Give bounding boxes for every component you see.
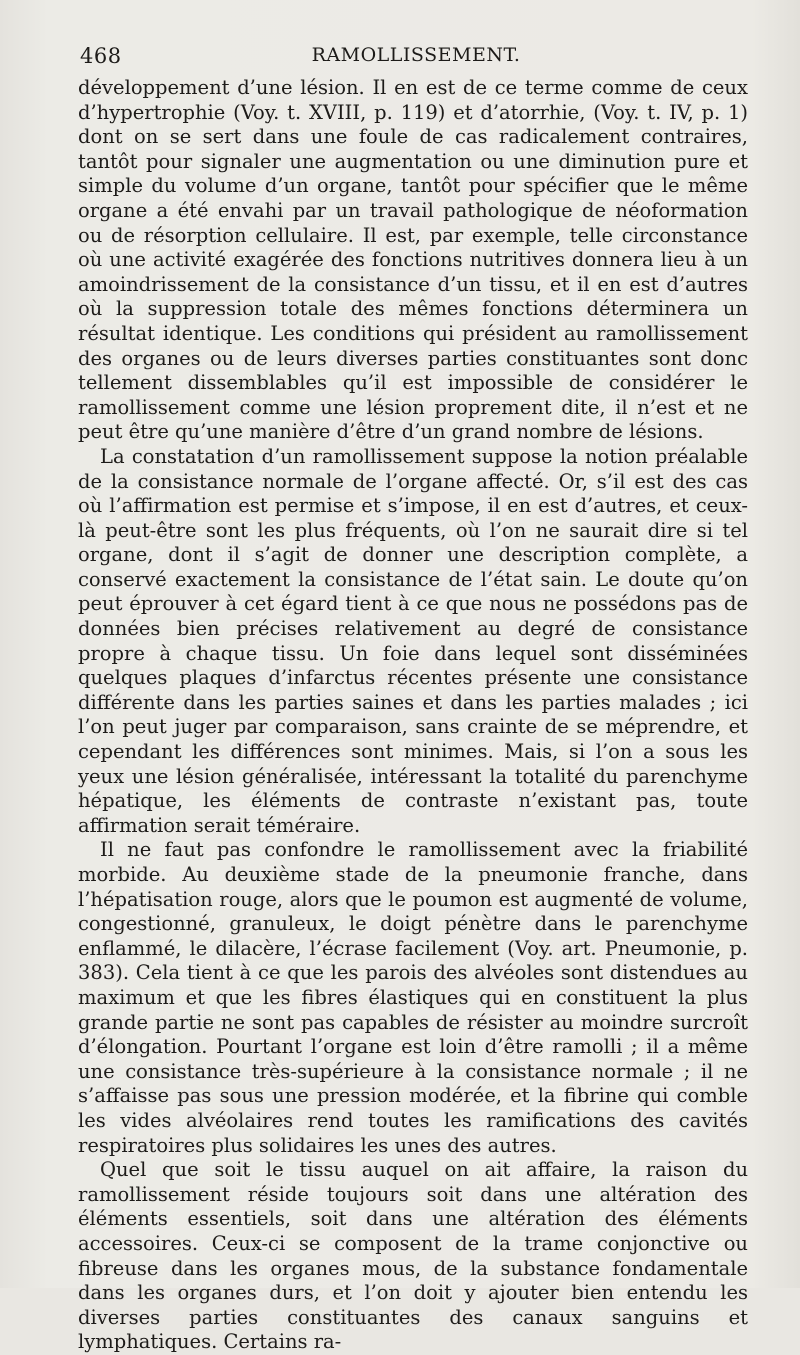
- paragraph-4: Quel que soit le tissu auquel on ait affaire, la raison du ramollissement réside toujours soit dans une altération des éléments essentiels, soit dans une altération des éléments accessoires. Ceux-ci se composent de la trame conjonctive ou fibreuse dans les organes mous, de la substance fondamentale dans les organes durs, et l’on doit y ajouter bien entendu les diverses parties constituantes des canaux sanguins et lymphatiques. Certains ra-: [78, 1158, 748, 1354]
- body-text: [78, 76, 748, 1355]
- paragraph-3: Il ne faut pas confondre le ramollissement avec la friabilité morbide. Au deuxième stade de la pneumonie franche, dans l’hépatisation rouge, alors que le poumon est augmenté de volume, congestionné, granuleux, le doigt pénètre dans le parenchyme enflammé, le dilacère, l’écrase facilement (Voy. art. Pneumonie, p. 383). Cela tient à ce que les parois des alvéoles sont distendues au maximum et que les fibres élastiques qui en constituent la plus grande partie ne sont pas capables de résister au moindre surcroît d’élongation. Pourtant l’organe est loin d’être ramolli ; il a même une consistance très-supérieure à la consistance normale ; il ne s’affaisse pas sous une pression modérée, et la fibrine qui comble les vides alvéolaires rend toutes les ramifications des cavités respiratoires plus solidaires les unes des autres.: [78, 838, 748, 1157]
- page-number: 468: [80, 44, 122, 68]
- running-title: RAMOLLISSEMENT.: [311, 44, 521, 66]
- paragraph-1: développement d’une lésion. Il en est de ce terme comme de ceux d’hypertrophie (Voy. t. XVIII, p. 119) et d’atorrhie, (Voy. t. IV, p. 1) dont on se sert dans une foule de cas radicalement contraires, tantôt pour signaler une augmentation ou une diminution pure et simple du volume d’un organe, tantôt pour spécifier que le même organe a été envahi par un travail pathologique de néoformation ou de résorption cellulaire. Il est, par exemple, telle circonstance où une activité exagérée des fonctions nutritives donnera lieu à un amoindrissement de la consistance d’un tissu, et il en est d’autres où la suppression totale des mêmes fonctions déterminera un résultat identique. Les conditions qui président au ramollissement des organes ou de leurs diverses parties constituantes sont donc tellement dissemblables qu’il est impossible de considérer le ramollissement comme une lésion proprement dite, il n’est et ne peut être qu’une manière d’être d’un grand nombre de lésions.: [78, 76, 748, 444]
- running-head: [80, 44, 752, 70]
- paragraph-2: La constatation d’un ramollissement suppose la notion préalable de la consistance normale de l’organe affecté. Or, s’il est des cas où l’affirmation est permise et s’impose, il en est d’autres, et ceux-là peut-être sont les plus fréquents, où l’on ne saurait dire si tel organe, dont il s’agit de donner une description complète, a conservé exactement la consistance de l’état sain. Le doute qu’on peut éprouver à cet égard tient à ce que nous ne possédons pas de données bien précises relativement au degré de consistance propre à chaque tissu. Un foie dans lequel sont disséminées quelques plaques d’infarctus récentes présente une consistance différente dans les parties saines et dans les parties malades ; ici l’on peut juger par comparaison, sans crainte de se méprendre, et cependant les différences sont minimes. Mais, si l’on a sous les yeux une lésion généralisée, intéressant la totalité du parenchyme hépatique, les éléments de contraste n’existant pas, toute affirmation serait téméraire.: [78, 444, 748, 837]
